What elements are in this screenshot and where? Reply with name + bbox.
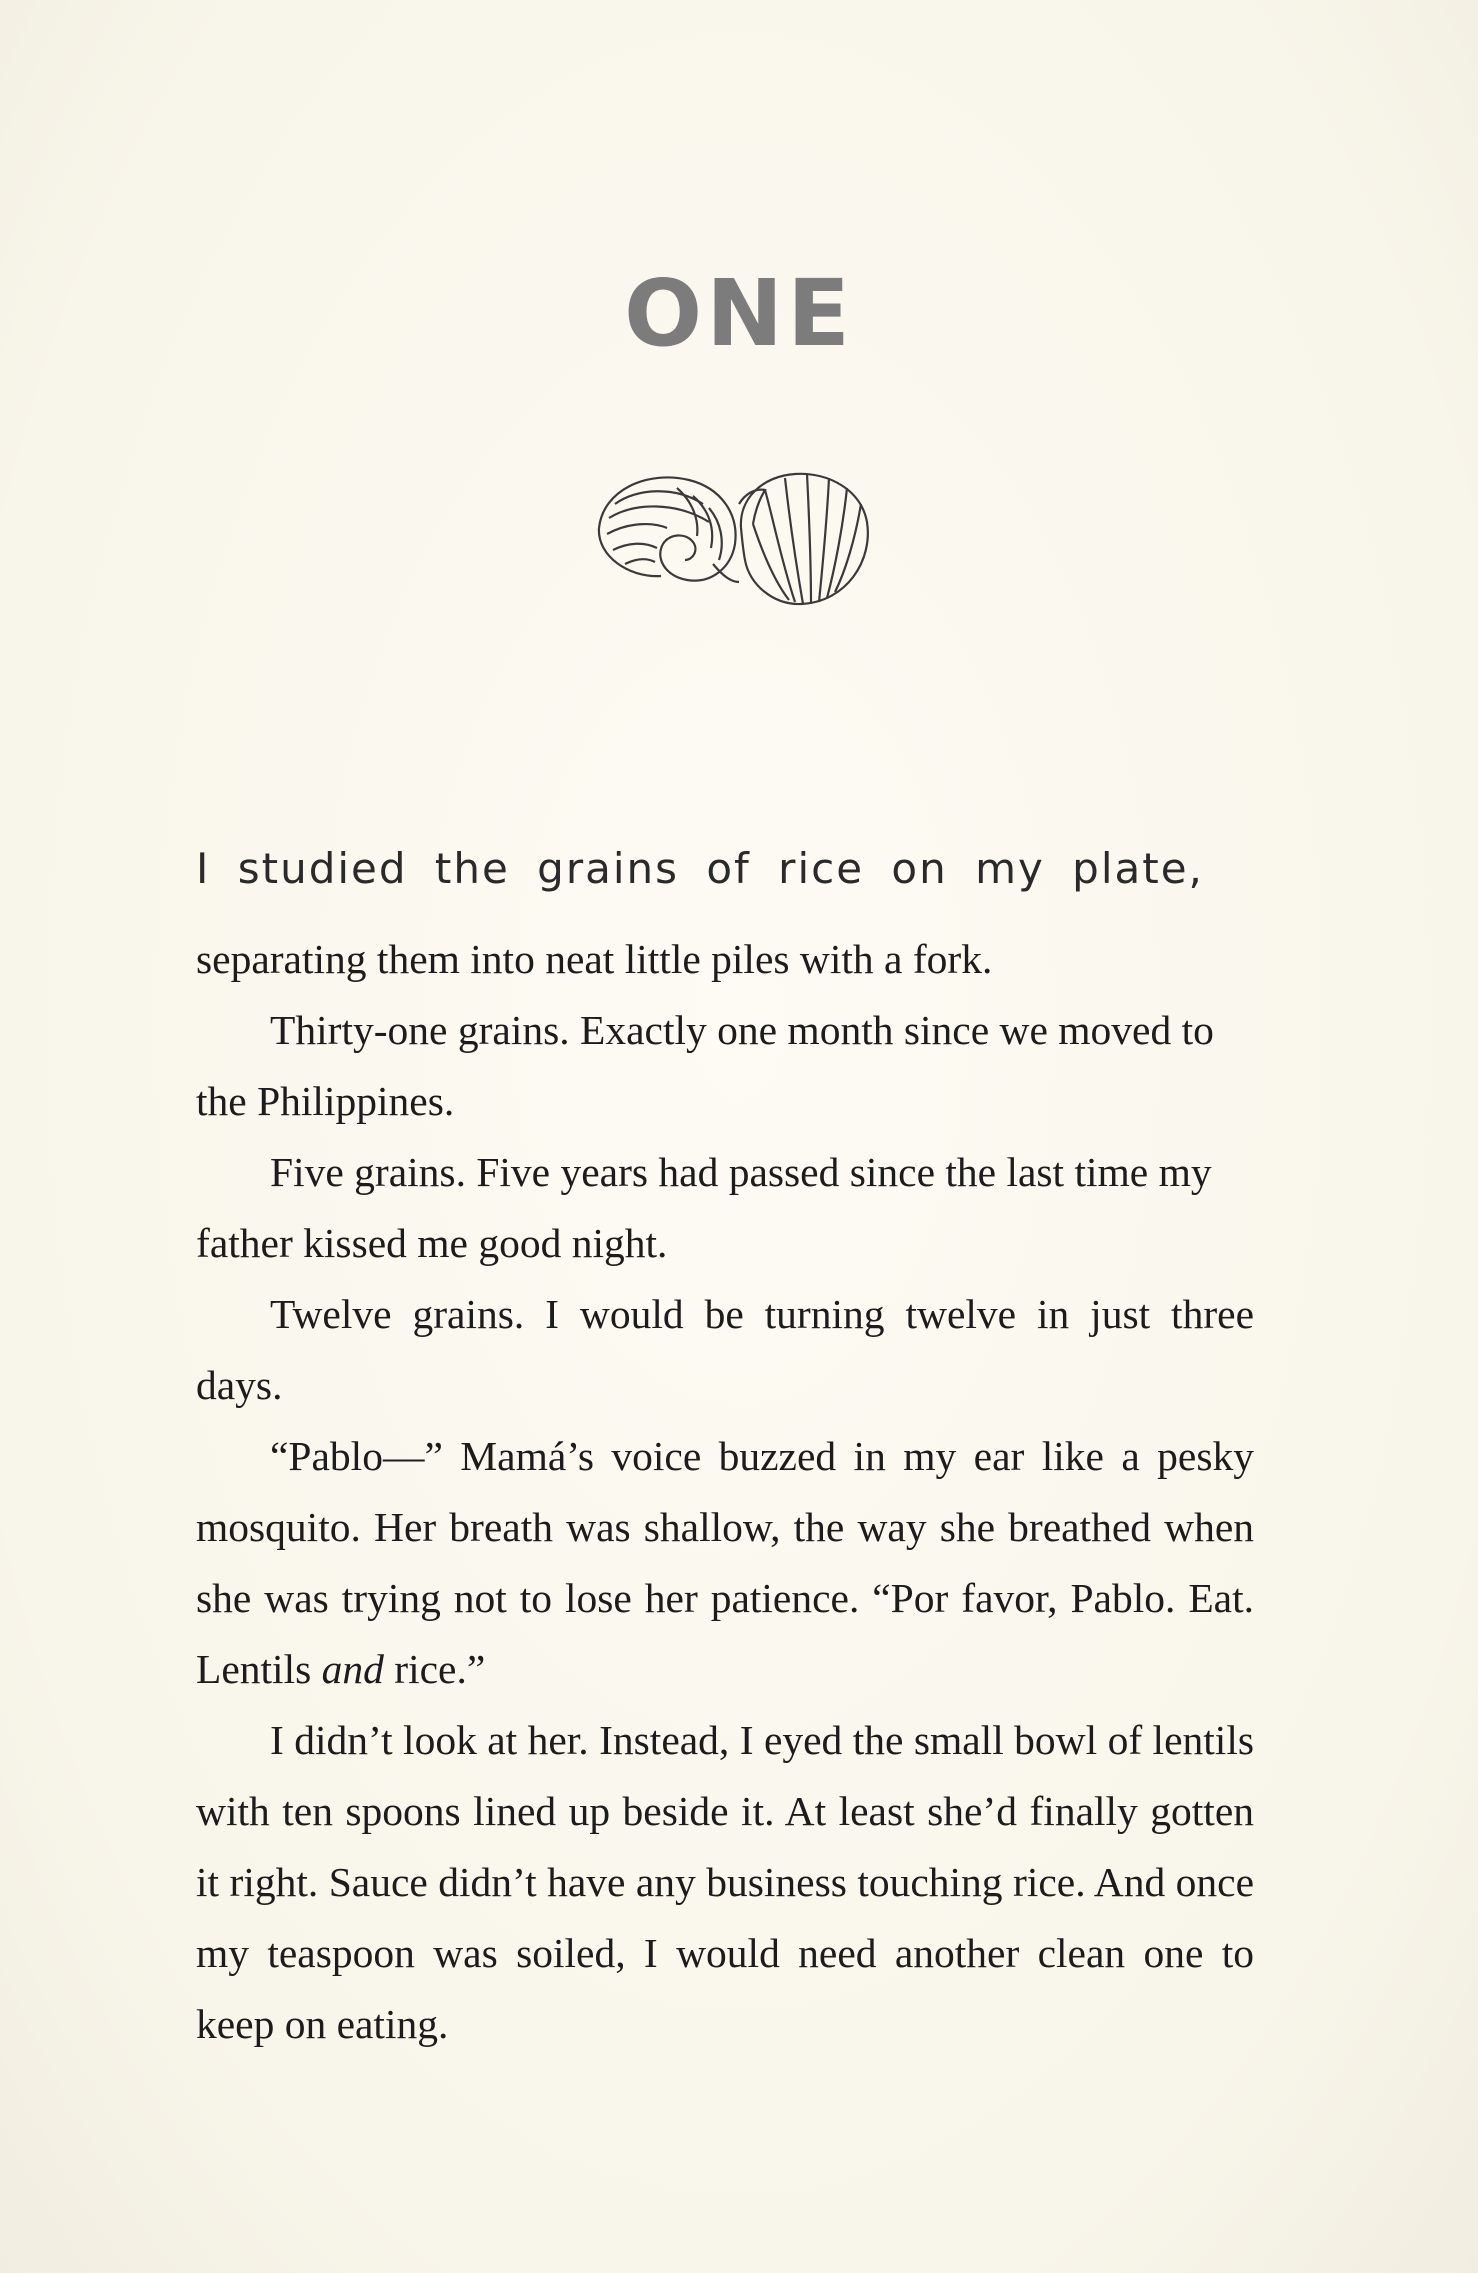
paragraph-5-text: “Pablo—” Mamá’s voice buzzed in my ear like a pesky mosquito. Her breath was shallow, the way she breathed when she was trying not to lose her patience. “Por favor, Pablo. Eat. Lentils [196,1433,1254,1692]
paragraph-6: I didn’t look at her. Instead, I eyed the small bowl of lentils with ten spoons lined up beside it. At least she’d finally gotten it right. Sauce didn’t have any business touching rice. And once my teaspoon was soiled, I would need another clean one to keep on eating. [196,1717,1254,2047]
paragraph-5-end: rice.” [383,1646,486,1692]
chapter-body [196,924,1254,2060]
seashells-icon [589,464,889,614]
paragraph-5 [196,1421,1254,1705]
paragraph-1: separating them into neat little piles with a fork. [196,936,993,982]
chapter-lead-in: I studied the grains of rice on my plate, [196,844,1204,893]
paragraph-2: Thirty-one grains. Exactly one month since we moved to the Philippines. [196,1007,1214,1124]
scallop-shell-icon [739,474,868,604]
chapter-title: ONE [623,260,855,367]
nautilus-shell-icon [599,477,739,582]
paragraph-4: Twelve grains. I would be turning twelve in just three days. [196,1291,1254,1408]
paragraph-5-emphasis: and [321,1646,384,1692]
paragraph-3: Five grains. Five years had passed since the last time my father kissed me good night. [196,1149,1212,1266]
